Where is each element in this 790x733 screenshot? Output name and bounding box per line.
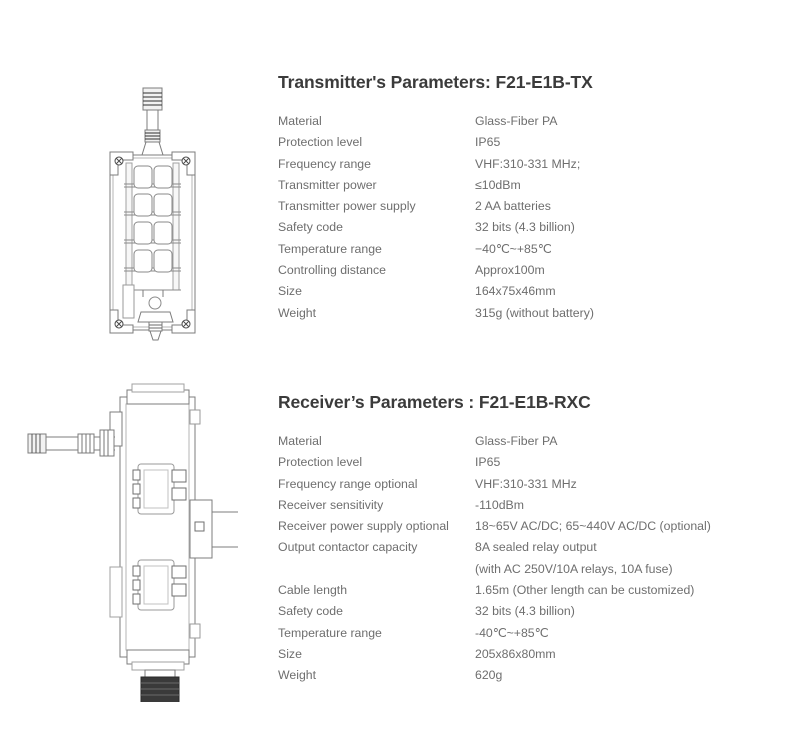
- spec-value: 205x86x80mm: [475, 646, 556, 661]
- spec-label: Protection level: [278, 455, 363, 470]
- table-row-continuation: [278, 559, 778, 580]
- table-row: [278, 217, 778, 238]
- spec-value: 32 bits (4.3 billion): [475, 220, 575, 235]
- spec-value: Approx100m: [475, 263, 545, 278]
- spec-value: -40℃~+85℃: [475, 625, 549, 640]
- spec-label: Size: [278, 284, 302, 299]
- receiver-spec-block: [278, 392, 778, 687]
- spec-label: Protection level: [278, 135, 363, 150]
- spec-label: Temperature range: [278, 625, 382, 640]
- spec-value: ≤10dBm: [475, 177, 521, 192]
- table-row: [278, 175, 778, 196]
- spec-value: 2 AA batteries: [475, 199, 551, 214]
- spec-value: Glass-Fiber PA: [475, 434, 558, 448]
- spec-value: −40℃~+85℃: [475, 241, 552, 256]
- table-row: [278, 154, 778, 175]
- spec-label: Transmitter power supply: [278, 199, 416, 214]
- spec-label: Controlling distance: [278, 263, 387, 278]
- receiver-figure: [0, 382, 265, 707]
- spec-label: Transmitter power: [278, 177, 377, 192]
- table-row: [278, 623, 778, 644]
- transmitter-line-drawing: [0, 0, 265, 360]
- receiver-spec-table: [278, 431, 778, 687]
- table-row: [278, 665, 778, 686]
- table-row: [278, 601, 778, 622]
- table-row: [278, 281, 778, 302]
- table-row: [278, 474, 778, 495]
- spec-label: Weight: [278, 668, 317, 683]
- spec-value: Glass-Fiber PA: [475, 114, 558, 128]
- spec-value: 620g: [475, 668, 503, 683]
- spec-value: (with AC 250V/10A relays, 10A fuse): [475, 561, 673, 576]
- table-row: [278, 431, 778, 452]
- spec-label: Weight: [278, 305, 317, 320]
- transmitter-figure: [0, 0, 265, 365]
- spec-label: Safety code: [278, 220, 343, 235]
- spec-label: Cable length: [278, 583, 348, 598]
- spec-label: Safety code: [278, 604, 343, 619]
- spec-value: 32 bits (4.3 billion): [475, 604, 575, 619]
- table-row: [278, 495, 778, 516]
- spec-label: Receiver power supply optional: [278, 519, 449, 534]
- receiver-title: Receiver’s Parameters : F21-E1B-RXC: [278, 392, 591, 412]
- spec-label: Receiver sensitivity: [278, 497, 384, 512]
- table-row: [278, 516, 778, 537]
- table-row: [278, 132, 778, 153]
- table-row: [278, 537, 778, 558]
- table-row: [278, 644, 778, 665]
- spec-label: Size: [278, 646, 302, 661]
- spec-label: Temperature range: [278, 241, 382, 256]
- table-row: [278, 452, 778, 473]
- spec-label: Output contactor capacity: [278, 540, 418, 555]
- spec-value: -110dBm: [475, 497, 524, 512]
- transmitter-spec-table: [278, 111, 778, 324]
- receiver-section: [0, 372, 790, 733]
- transmitter-spec-block: [278, 72, 778, 324]
- spec-value: 18~65V AC/DC; 65~440V AC/DC (optional): [475, 519, 711, 534]
- spec-value: IP65: [475, 455, 501, 470]
- spec-label: Frequency range optional: [278, 476, 418, 491]
- spec-value: 164x75x46mm: [475, 284, 556, 299]
- spec-label: Material: [278, 114, 322, 128]
- spec-value: 8A sealed relay output: [475, 540, 597, 555]
- spec-value: VHF:310-331 MHz: [475, 476, 577, 491]
- spec-label: Frequency range: [278, 156, 371, 171]
- table-row: [278, 239, 778, 260]
- table-row: [278, 303, 778, 324]
- spec-value: 1.65m (Other length can be customized): [475, 583, 695, 598]
- spec-label: [278, 559, 475, 580]
- spec-label: Material: [278, 434, 322, 448]
- receiver-line-drawing: [0, 382, 265, 702]
- spec-value: IP65: [475, 135, 501, 150]
- spec-value: 315g (without battery): [475, 305, 594, 320]
- table-row: [278, 260, 778, 281]
- spec-value: VHF:310-331 MHz;: [475, 156, 581, 171]
- table-row: [278, 196, 778, 217]
- table-row: [278, 580, 778, 601]
- table-row: [278, 111, 778, 132]
- transmitter-title: Transmitter's Parameters: F21-E1B-TX: [278, 72, 593, 92]
